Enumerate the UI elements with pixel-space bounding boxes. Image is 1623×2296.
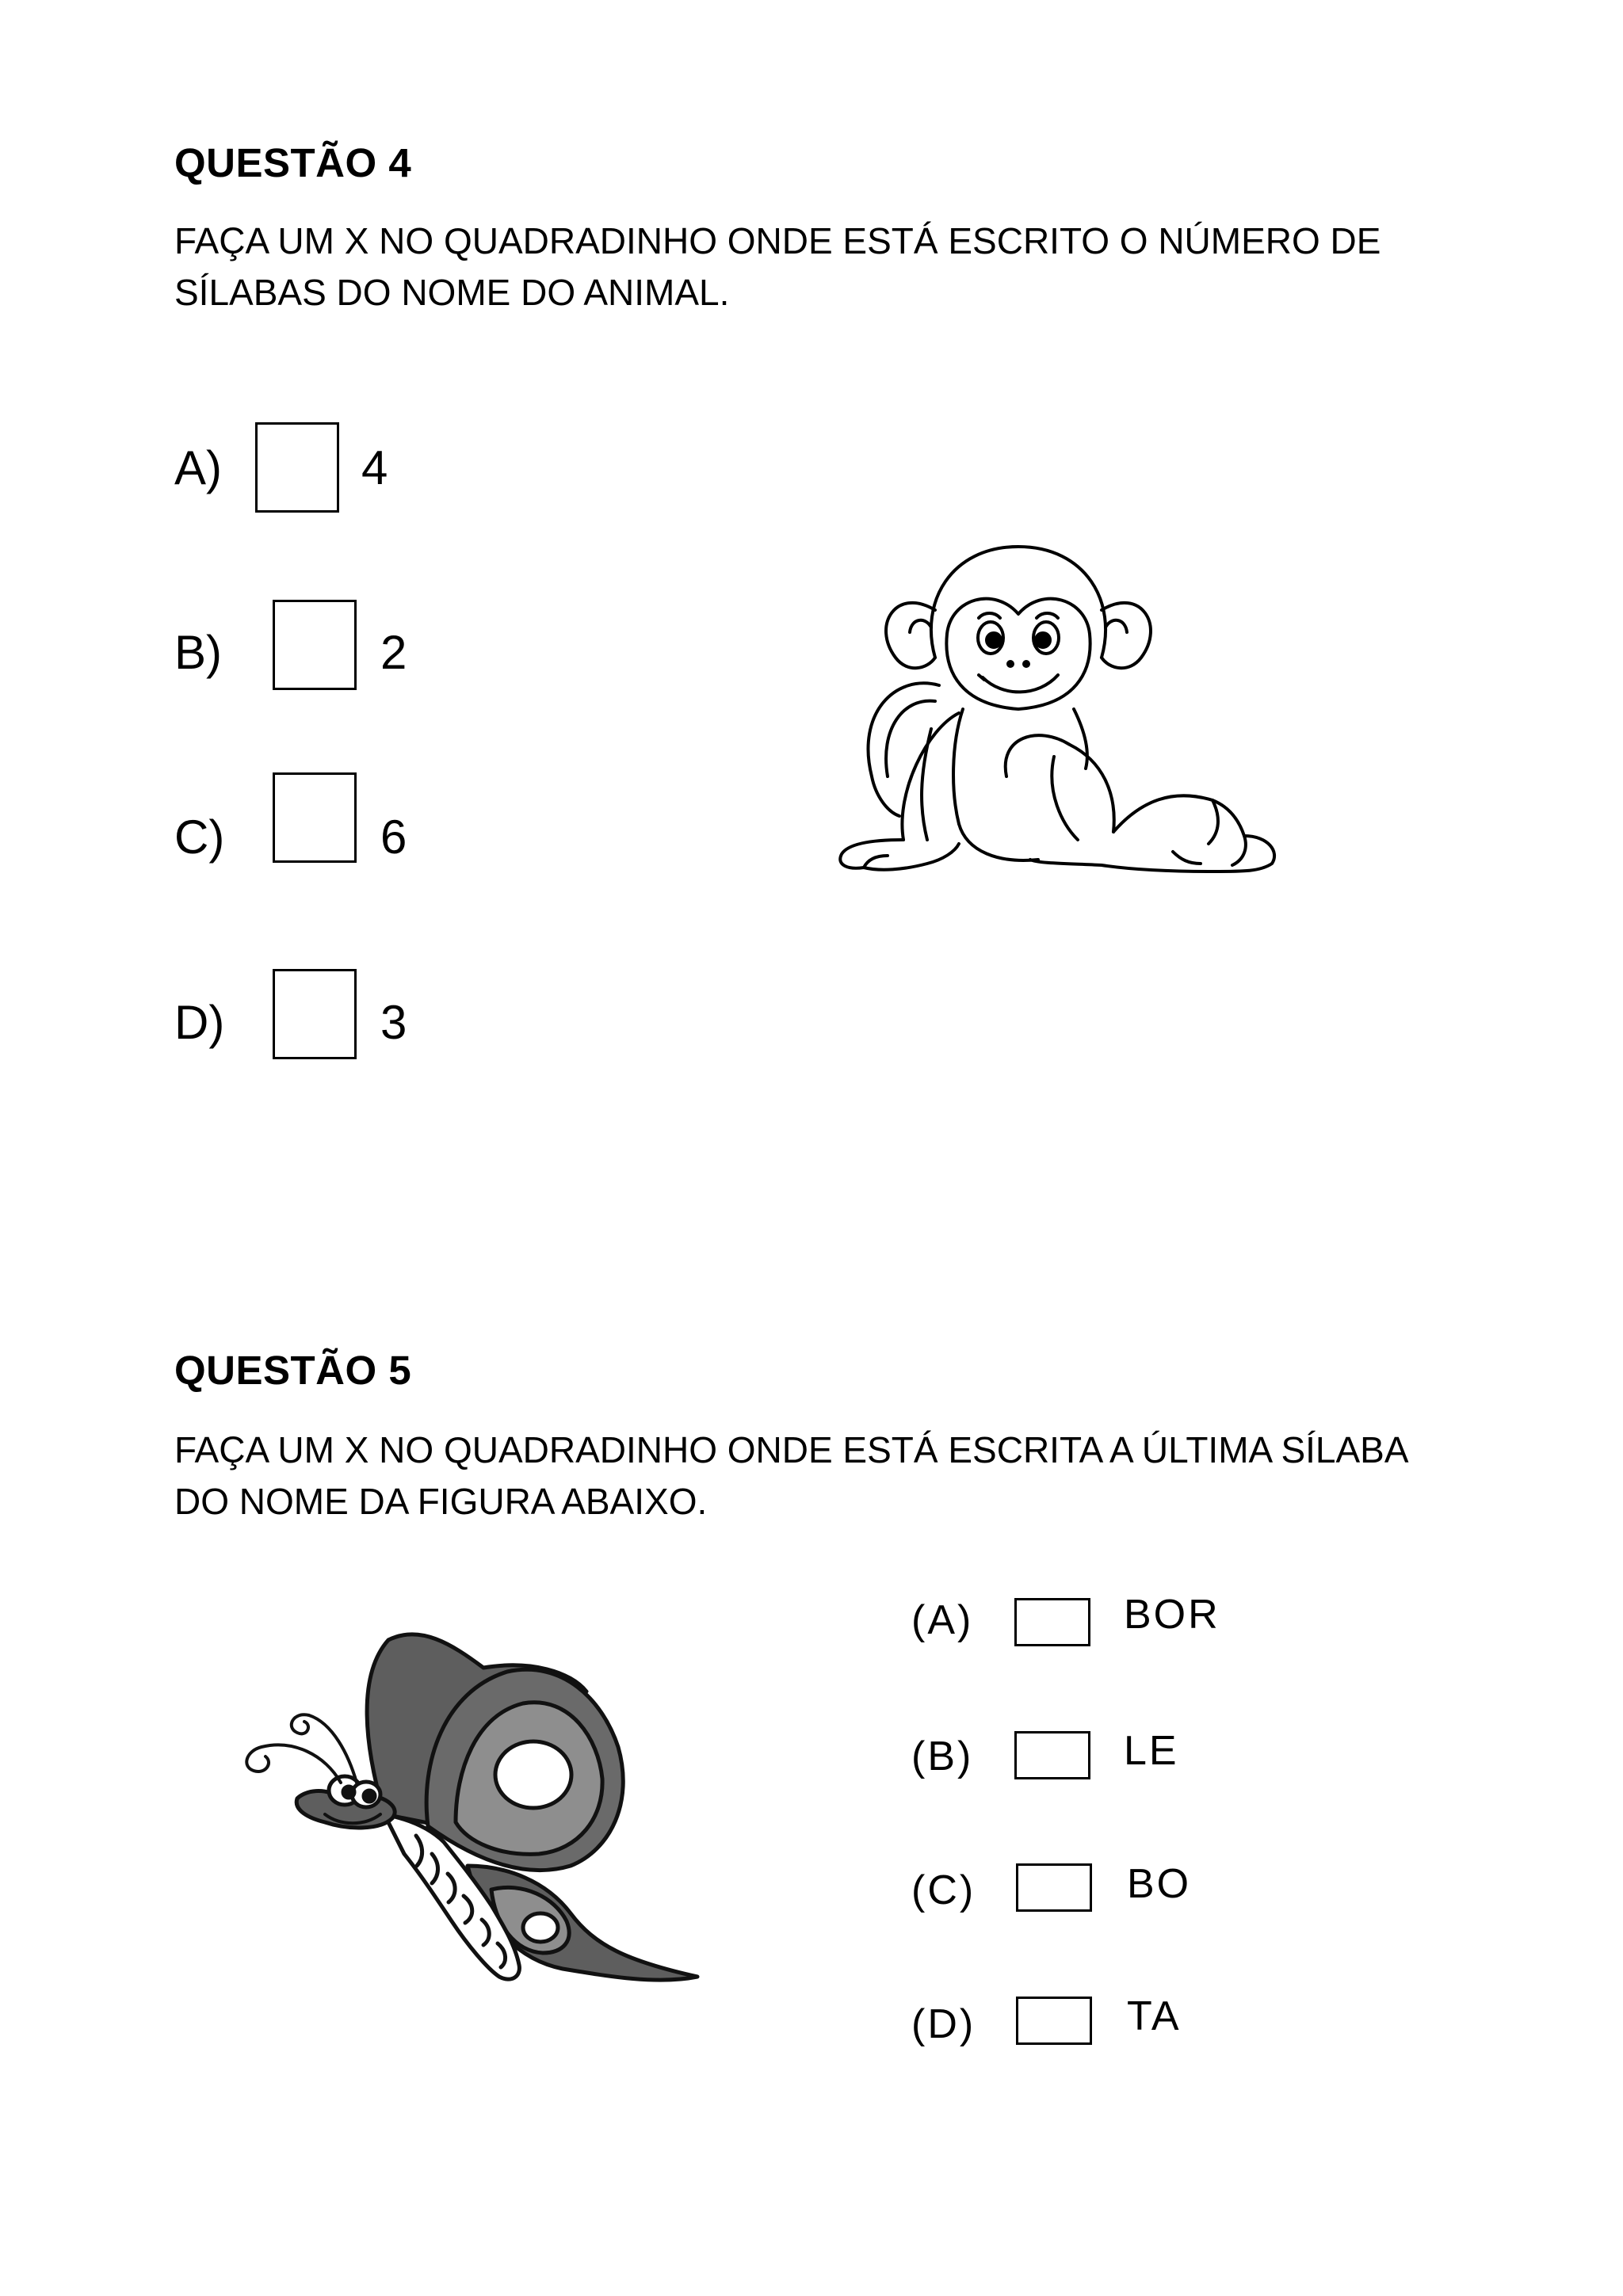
question-5-instruction	[174, 1425, 1522, 1527]
option-d-value: TA	[1127, 1993, 1182, 2039]
option-c-value: 6	[380, 810, 407, 864]
option-c-checkbox[interactable]	[1016, 1863, 1092, 1912]
option-b-letter: B)	[174, 626, 222, 679]
option-c-letter: C)	[174, 810, 225, 864]
option-d-value: 3	[380, 996, 407, 1049]
instruction-line: DO NOME DA FIGURA ABAIXO.	[174, 1481, 708, 1522]
instruction-line: FAÇA UM X NO QUADRADINHO ONDE ESTÁ ESCRITO O NÚMERO DE	[174, 220, 1381, 261]
option-b-value: 2	[380, 626, 407, 679]
option-b-checkbox[interactable]	[273, 600, 357, 690]
question-4-instruction	[174, 215, 1522, 318]
option-a-value: 4	[361, 441, 388, 494]
question-4-title: QUESTÃO 4	[174, 140, 412, 185]
option-d-checkbox[interactable]	[273, 969, 357, 1059]
instruction-line: SÍLABAS DO NOME DO ANIMAL.	[174, 272, 730, 313]
option-b-checkbox[interactable]	[1014, 1731, 1090, 1779]
butterfly-icon	[230, 1628, 721, 1993]
monkey-icon	[800, 539, 1316, 879]
option-b-value: LE	[1124, 1728, 1179, 1774]
option-a-letter: A)	[174, 441, 222, 494]
option-c-checkbox[interactable]	[273, 772, 357, 863]
option-b-letter: (B)	[911, 1733, 974, 1779]
option-d-checkbox[interactable]	[1016, 1997, 1092, 2045]
option-a-value: BOR	[1124, 1592, 1220, 1638]
option-c-value: BO	[1127, 1861, 1192, 1907]
instruction-line: FAÇA UM X NO QUADRADINHO ONDE ESTÁ ESCRITA A ÚLTIMA SÍLABA	[174, 1429, 1409, 1470]
option-d-letter: D)	[174, 996, 225, 1049]
question-5-title: QUESTÃO 5	[174, 1348, 412, 1393]
option-c-letter: (C)	[911, 1867, 976, 1913]
option-d-letter: (D)	[911, 2001, 976, 2047]
option-a-checkbox[interactable]	[1014, 1598, 1090, 1646]
option-a-letter: (A)	[911, 1597, 974, 1643]
option-a-checkbox[interactable]	[255, 422, 339, 513]
